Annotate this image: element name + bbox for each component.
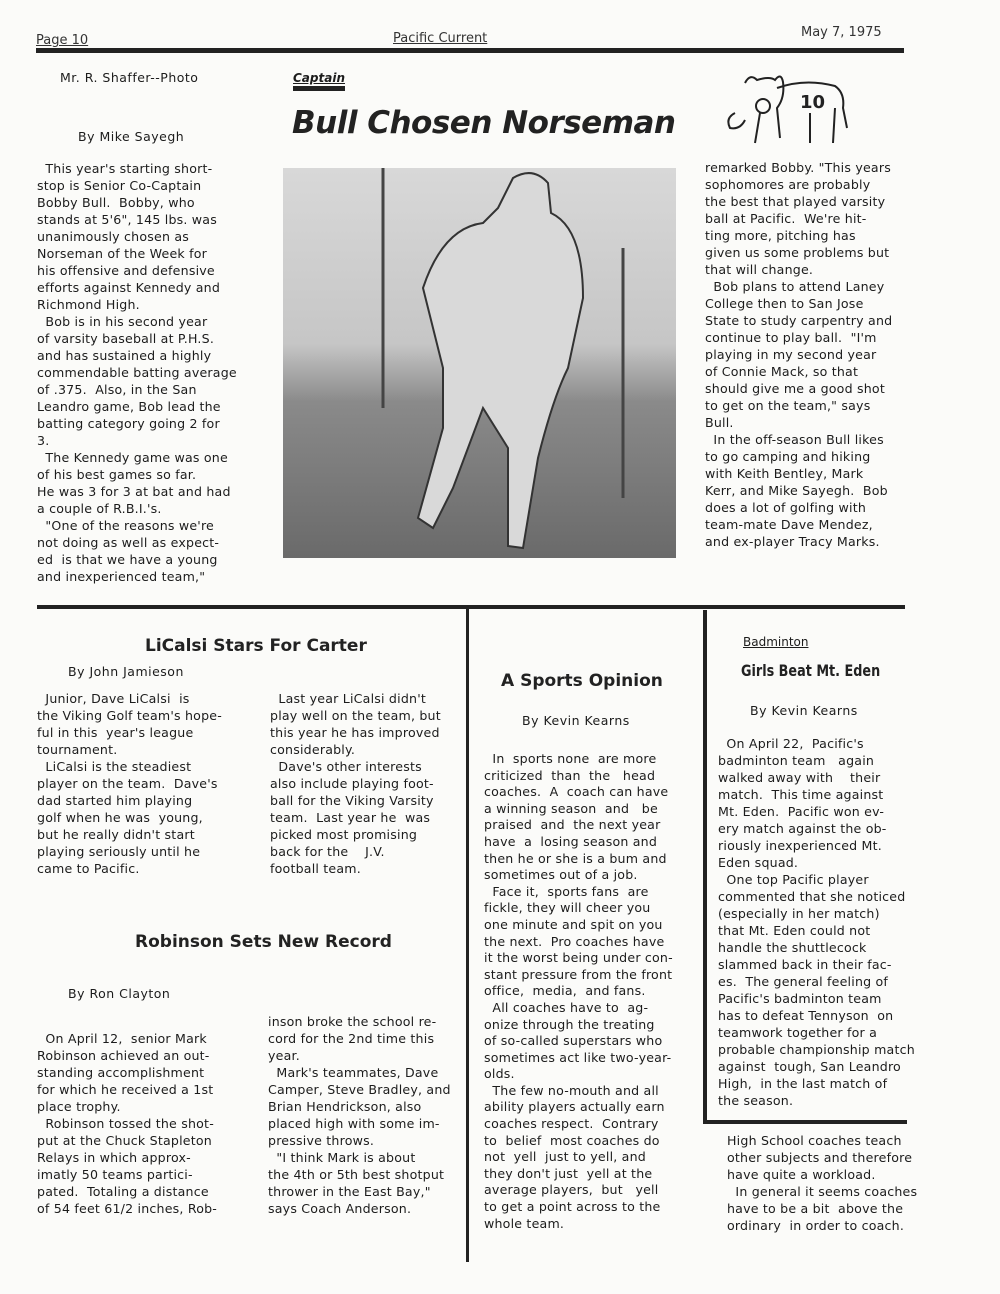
text-line: ability players actually earn [484, 1099, 665, 1115]
text-line: He was 3 for 3 at bat and had [37, 484, 231, 499]
text-line: ful in this year's league [37, 725, 194, 740]
bull-article-col1 [37, 160, 237, 585]
text-line: considerably. [270, 742, 356, 757]
text-line: place trophy. [37, 1099, 121, 1114]
text-line: not doing as well as expect- [37, 535, 220, 550]
text-line: of his best games so far. [37, 467, 197, 482]
text-line: of varsity baseball at P.H.S. [37, 331, 215, 346]
text-line: of so-called superstars who [484, 1033, 663, 1049]
text-line: Last year LiCalsi didn't [270, 691, 426, 706]
text-line: for which he received a 1st [37, 1082, 214, 1097]
robinson-headline: Robinson Sets New Record [135, 932, 392, 952]
text-line: against tough, San Leandro [718, 1059, 901, 1074]
text-line: to get a point across to the [484, 1199, 661, 1215]
column-rule [466, 607, 469, 1262]
issue-date: May 7, 1975 [801, 25, 882, 40]
text-line: and ex-player Tracy Marks. [705, 534, 880, 549]
text-line: remarked Bobby. "This years [705, 160, 891, 175]
text-line: team. Last year he was [270, 810, 431, 825]
text-line: a couple of R.B.I.'s. [37, 501, 162, 516]
text-line: Bull. [705, 415, 734, 430]
text-line: ting more, pitching has [705, 228, 856, 243]
text-line: unanimously chosen as [37, 229, 190, 244]
text-line: teamwork together for a [718, 1025, 878, 1040]
baseball-player-photo [283, 168, 676, 558]
text-line: Richmond High. [37, 297, 140, 312]
text-line: praised and the next year [484, 817, 661, 833]
text-line: In sports none are more [484, 751, 657, 766]
badminton-col [718, 735, 915, 1109]
text-line: a winning season and be [484, 800, 658, 816]
text-line: inson broke the school re- [268, 1014, 437, 1029]
text-line: Junior, Dave LiCalsi is [37, 691, 190, 706]
text-line: golf when he was young, [37, 810, 203, 825]
text-line: placed high with some im- [268, 1116, 440, 1131]
text-line: sophomores are probably [705, 177, 871, 192]
robinson-col1 [37, 1030, 217, 1217]
text-line: has to defeat Tennyson on [718, 1008, 894, 1023]
text-line: given us some problems but [705, 245, 890, 260]
text-line: "I think Mark is about [268, 1150, 416, 1165]
text-line: commented that she noticed [718, 889, 906, 904]
text-line: playing in my second year [705, 347, 877, 362]
text-line: The Kennedy game was one [37, 450, 228, 465]
text-line: the Viking Golf team's hope- [37, 708, 222, 723]
text-line: handle the shuttlecock [718, 940, 867, 955]
text-line: Dave's other interests [270, 759, 422, 774]
text-line: of .375. Also, in the San [37, 382, 197, 397]
text-line: match. This time against [718, 787, 884, 802]
text-line: Face it, sports fans are [484, 883, 649, 899]
text-line: College then to San Jose [705, 296, 864, 311]
licalsi-byline: By John Jamieson [68, 664, 184, 679]
text-line: they don't just yell at the [484, 1165, 653, 1181]
text-line: 3. [37, 433, 50, 448]
text-line: ball for the Viking Varsity [270, 793, 434, 808]
text-line: to go camping and hiking [705, 449, 871, 464]
text-line: Camper, Steve Bradley, and [268, 1082, 451, 1097]
opinion-headline: A Sports Opinion [501, 671, 663, 691]
text-line: that will change. [705, 262, 814, 277]
text-line: the next. Pro coaches have [484, 933, 665, 949]
text-line: batting category going 2 for [37, 416, 220, 431]
text-line: but he really didn't start [37, 827, 195, 842]
text-line: On April 12, senior Mark [37, 1031, 207, 1046]
text-line: efforts against Kennedy and [37, 280, 221, 295]
text-line: player on the team. Dave's [37, 776, 218, 791]
robinson-col2 [268, 1013, 451, 1217]
text-line: playing seriously until he [37, 844, 201, 859]
text-line: standing accomplishment [37, 1065, 205, 1080]
bull-logo-icon [715, 68, 855, 148]
text-line: The few no-mouth and all [484, 1082, 659, 1098]
text-line: In the off-season Bull likes [705, 432, 884, 447]
text-line: and inexperienced team," [37, 569, 206, 584]
byline: By Mike Sayegh [78, 129, 185, 144]
text-line: that Mt. Eden could not [718, 923, 871, 938]
text-line: Robinson achieved an out- [37, 1048, 210, 1063]
text-line: office, media, and fans. [484, 983, 646, 999]
text-line: have to be a bit above the [727, 1201, 904, 1216]
text-line: one minute and spit on you [484, 916, 663, 932]
text-line: commendable batting average [37, 365, 237, 380]
text-line: Mt. Eden. Pacific won ev- [718, 804, 885, 819]
text-line: to belief most coaches do [484, 1132, 660, 1148]
text-line: tournament. [37, 742, 118, 757]
text-line: and has sustained a highly [37, 348, 212, 363]
text-line: Norseman of the Week for [37, 246, 208, 261]
text-line: Pacific's badminton team [718, 991, 882, 1006]
opinion-col [484, 751, 673, 1232]
text-line: says Coach Anderson. [268, 1201, 412, 1216]
text-line: of Connie Mack, so that [705, 364, 859, 379]
text-line: have a losing season and [484, 833, 658, 849]
text-line: stop is Senior Co-Captain [37, 178, 202, 193]
text-line: team-mate Dave Mendez, [705, 517, 873, 532]
text-line: picked most promising [270, 827, 418, 842]
text-line: dad started him playing [37, 793, 193, 808]
text-line: High School coaches teach [727, 1133, 902, 1148]
text-line: (especially in her match) [718, 906, 880, 921]
text-line: also include playing foot- [270, 776, 434, 791]
badminton-kicker: Badminton [743, 635, 809, 649]
text-line: badminton team again [718, 753, 875, 768]
text-line: ball at Pacific. We're hit- [705, 211, 867, 226]
text-line: One top Pacific player [718, 872, 869, 887]
text-line: fickle, they will cheer you [484, 900, 651, 916]
photo-credit: Mr. R. Shaffer--Photo [60, 70, 199, 85]
text-line: sometimes act like two-year- [484, 1049, 672, 1065]
text-line: to get on the team," says [705, 398, 871, 413]
text-line: stands at 5'6", 145 lbs. was [37, 212, 217, 227]
text-line: ery match against the ob- [718, 821, 887, 836]
text-line: pressive throws. [268, 1133, 375, 1148]
text-line: Bobby Bull. Bobby, who [37, 195, 195, 210]
text-line: coaches respect. Contrary [484, 1116, 659, 1132]
text-line: whole team. [484, 1215, 565, 1231]
text-line: year. [268, 1048, 300, 1063]
text-line: of 54 feet 61/2 inches, Rob- [37, 1201, 218, 1216]
text-line: not yell just to yell, and [484, 1149, 646, 1165]
kicker: Captain [293, 71, 345, 91]
text-line: continue to play ball. "I'm [705, 330, 877, 345]
text-line: should give me a good shot [705, 381, 885, 396]
text-line: In general it seems coaches [727, 1184, 918, 1199]
text-line: walked away with their [718, 770, 881, 785]
opinion-byline: By Kevin Kearns [522, 713, 630, 728]
text-line: es. The general feeling of [718, 974, 889, 989]
text-line: other subjects and therefore [727, 1150, 913, 1165]
text-line: Robinson tossed the shot- [37, 1116, 214, 1131]
badminton-byline: By Kevin Kearns [750, 703, 858, 718]
text-line: coaches. A coach can have [484, 784, 669, 800]
text-line: onize through the treating [484, 1016, 655, 1032]
licalsi-col1 [37, 690, 222, 877]
text-line: back for the J.V. [270, 844, 385, 859]
text-line: State to study carpentry and [705, 313, 893, 328]
licalsi-col2 [270, 690, 441, 877]
badminton-headline: Girls Beat Mt. Eden [741, 661, 881, 680]
text-line: stant pressure from the front [484, 966, 673, 982]
text-line: LiCalsi is the steadiest [37, 759, 192, 774]
text-line: All coaches have to ag- [484, 999, 649, 1015]
text-line: with Keith Bentley, Mark [705, 466, 864, 481]
text-line: average players, but yell [484, 1182, 659, 1198]
text-line: Relays in which approx- [37, 1150, 191, 1165]
section-rule [37, 605, 905, 609]
text-line: then he or she is a bum and [484, 850, 667, 866]
text-line: "One of the reasons we're [37, 518, 214, 533]
header-rule [36, 48, 904, 53]
text-line: football team. [270, 861, 361, 876]
text-line: thrower in the East Bay," [268, 1184, 431, 1199]
opinion-continued [727, 1132, 917, 1234]
text-line: imatly 50 teams partici- [37, 1167, 193, 1182]
text-line: sometimes out of a job. [484, 867, 638, 883]
text-line: probable championship match [718, 1042, 915, 1057]
text-line: ordinary in order to coach. [727, 1218, 905, 1233]
page-number: Page 10 [36, 33, 89, 48]
text-line: this year he has improved [270, 725, 440, 740]
text-line: pated. Totaling a distance [37, 1184, 209, 1199]
text-line: the season. [718, 1093, 794, 1108]
text-line: High, in the last match of [718, 1076, 888, 1091]
text-line: olds. [484, 1066, 515, 1082]
text-line: his offensive and defensive [37, 263, 215, 278]
text-line: have quite a workload. [727, 1167, 876, 1182]
text-line: Mark's teammates, Dave [268, 1065, 439, 1080]
paper-name: Pacific Current [393, 31, 488, 46]
text-line: cord for the 2nd time this [268, 1031, 435, 1046]
text-line: came to Pacific. [37, 861, 140, 876]
text-line: criticized than the head [484, 767, 656, 783]
text-line: Bob is in his second year [37, 314, 208, 329]
text-line: play well on the team, but [270, 708, 441, 723]
text-line: slammed back in their fac- [718, 957, 892, 972]
text-line: put at the Chuck Stapleton [37, 1133, 212, 1148]
text-line: it the worst being under con- [484, 950, 673, 966]
robinson-byline: By Ron Clayton [68, 986, 171, 1001]
logo-number: 10 [800, 92, 826, 113]
text-line: On April 22, Pacific's [718, 736, 864, 751]
text-line: Bob plans to attend Laney [705, 279, 885, 294]
text-line: Kerr, and Mike Sayegh. Bob [705, 483, 888, 498]
text-line: ed is that we have a young [37, 552, 218, 567]
bull-article-col2 [705, 159, 892, 550]
text-line: does a lot of golfing with [705, 500, 867, 515]
text-line: This year's starting short- [37, 161, 213, 176]
text-line: Eden squad. [718, 855, 799, 870]
headline: Bull Chosen Norseman [292, 105, 676, 141]
text-line: the 4th or 5th best shotput [268, 1167, 445, 1182]
text-line: the best that played varsity [705, 194, 886, 209]
text-line: Brian Hendrickson, also [268, 1099, 422, 1114]
text-line: riously inexperienced Mt. [718, 838, 882, 853]
text-line: Leandro game, Bob lead the [37, 399, 221, 414]
licalsi-headline: LiCalsi Stars For Carter [145, 636, 367, 656]
